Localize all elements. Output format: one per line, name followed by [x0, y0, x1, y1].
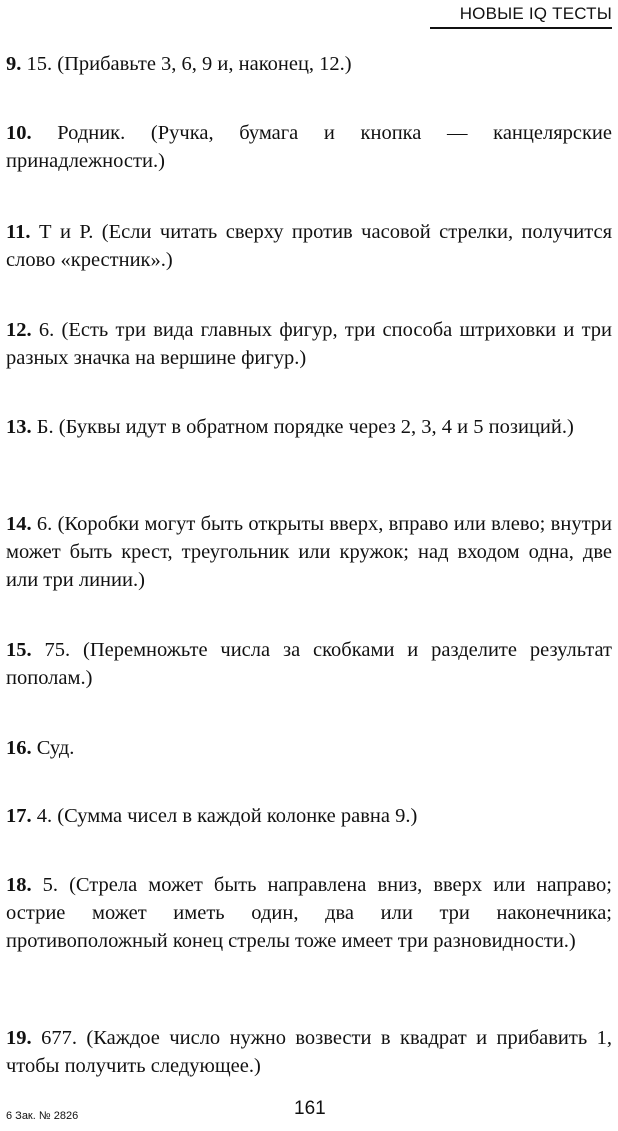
answer-body: 6. (Коробки могут быть открыты вверх, вправо или влево; внутри может быть крест, треугольник или кружок; над входом одна, две или три линии.) — [6, 513, 612, 591]
answer-body: Суд. — [36, 737, 75, 759]
answer-item-11 — [6, 218, 612, 274]
answer-body: Родник. (Ручка, бумага и кнопка — канцелярские принадлежности.) — [6, 122, 613, 172]
answer-text — [6, 802, 612, 830]
answer-number: 16. — [6, 737, 32, 759]
answer-item-14 — [6, 510, 612, 594]
answer-item-9 — [6, 50, 612, 78]
answer-number: 13. — [6, 416, 32, 438]
answer-body: 6. (Есть три вида главных фигур, три способа штриховки и три разных значка на вершине фигур.) — [6, 319, 612, 369]
answer-item-12 — [6, 316, 612, 372]
answer-item-13 — [6, 413, 612, 441]
answer-text — [6, 1024, 612, 1080]
answer-text — [6, 50, 612, 78]
answer-number: 10. — [6, 122, 32, 144]
answer-text — [6, 316, 612, 372]
answer-body: 5. (Стрела может быть направлена вниз, вверх или направо; острие может иметь один, два или три наконечника; противоположный конец стрелы тоже имеет три разновидности.) — [6, 874, 612, 952]
answer-text — [6, 510, 612, 594]
answer-text — [6, 636, 612, 692]
answer-number: 9. — [6, 53, 22, 75]
answer-body: 677. (Каждое число нужно возвести в квадрат и прибавить 1, чтобы получить следующее.) — [6, 1027, 612, 1077]
answer-number: 18. — [6, 874, 32, 896]
answer-body: Б. (Буквы идут в обратном порядке через 2, 3, 4 и 5 позиций.) — [36, 416, 574, 438]
answer-text — [6, 119, 612, 175]
answer-item-10 — [6, 119, 612, 175]
answer-number: 19. — [6, 1027, 32, 1049]
answer-number: 12. — [6, 319, 32, 341]
answer-text — [6, 218, 612, 274]
answer-number: 11. — [6, 221, 31, 243]
answer-text — [6, 413, 612, 441]
answer-body: Т и Р. (Если читать сверху против часовой стрелки, получится слово «крестник».) — [6, 221, 613, 271]
answer-item-18 — [6, 871, 612, 955]
answer-body: 4. (Сумма чисел в каждой колонке равна 9.) — [36, 805, 418, 827]
answer-body: 75. (Перемножьте числа за скобками и разделите результат пополам.) — [6, 639, 612, 689]
answer-body: 15. (Прибавьте 3, 6, 9 и, наконец, 12.) — [26, 53, 352, 75]
answer-item-19 — [6, 1024, 612, 1080]
answer-item-15 — [6, 636, 612, 692]
answer-text — [6, 734, 612, 762]
answer-item-16 — [6, 734, 612, 762]
running-header: НОВЫЕ IQ ТЕСТЫ — [430, 4, 612, 29]
print-signature: 6 Зак. № 2826 — [6, 1110, 79, 1122]
page-number: 161 — [294, 1098, 326, 1119]
answer-number: 17. — [6, 805, 32, 827]
answer-number: 14. — [6, 513, 32, 535]
answer-item-17 — [6, 802, 612, 830]
answer-text — [6, 871, 612, 955]
answer-number: 15. — [6, 639, 32, 661]
